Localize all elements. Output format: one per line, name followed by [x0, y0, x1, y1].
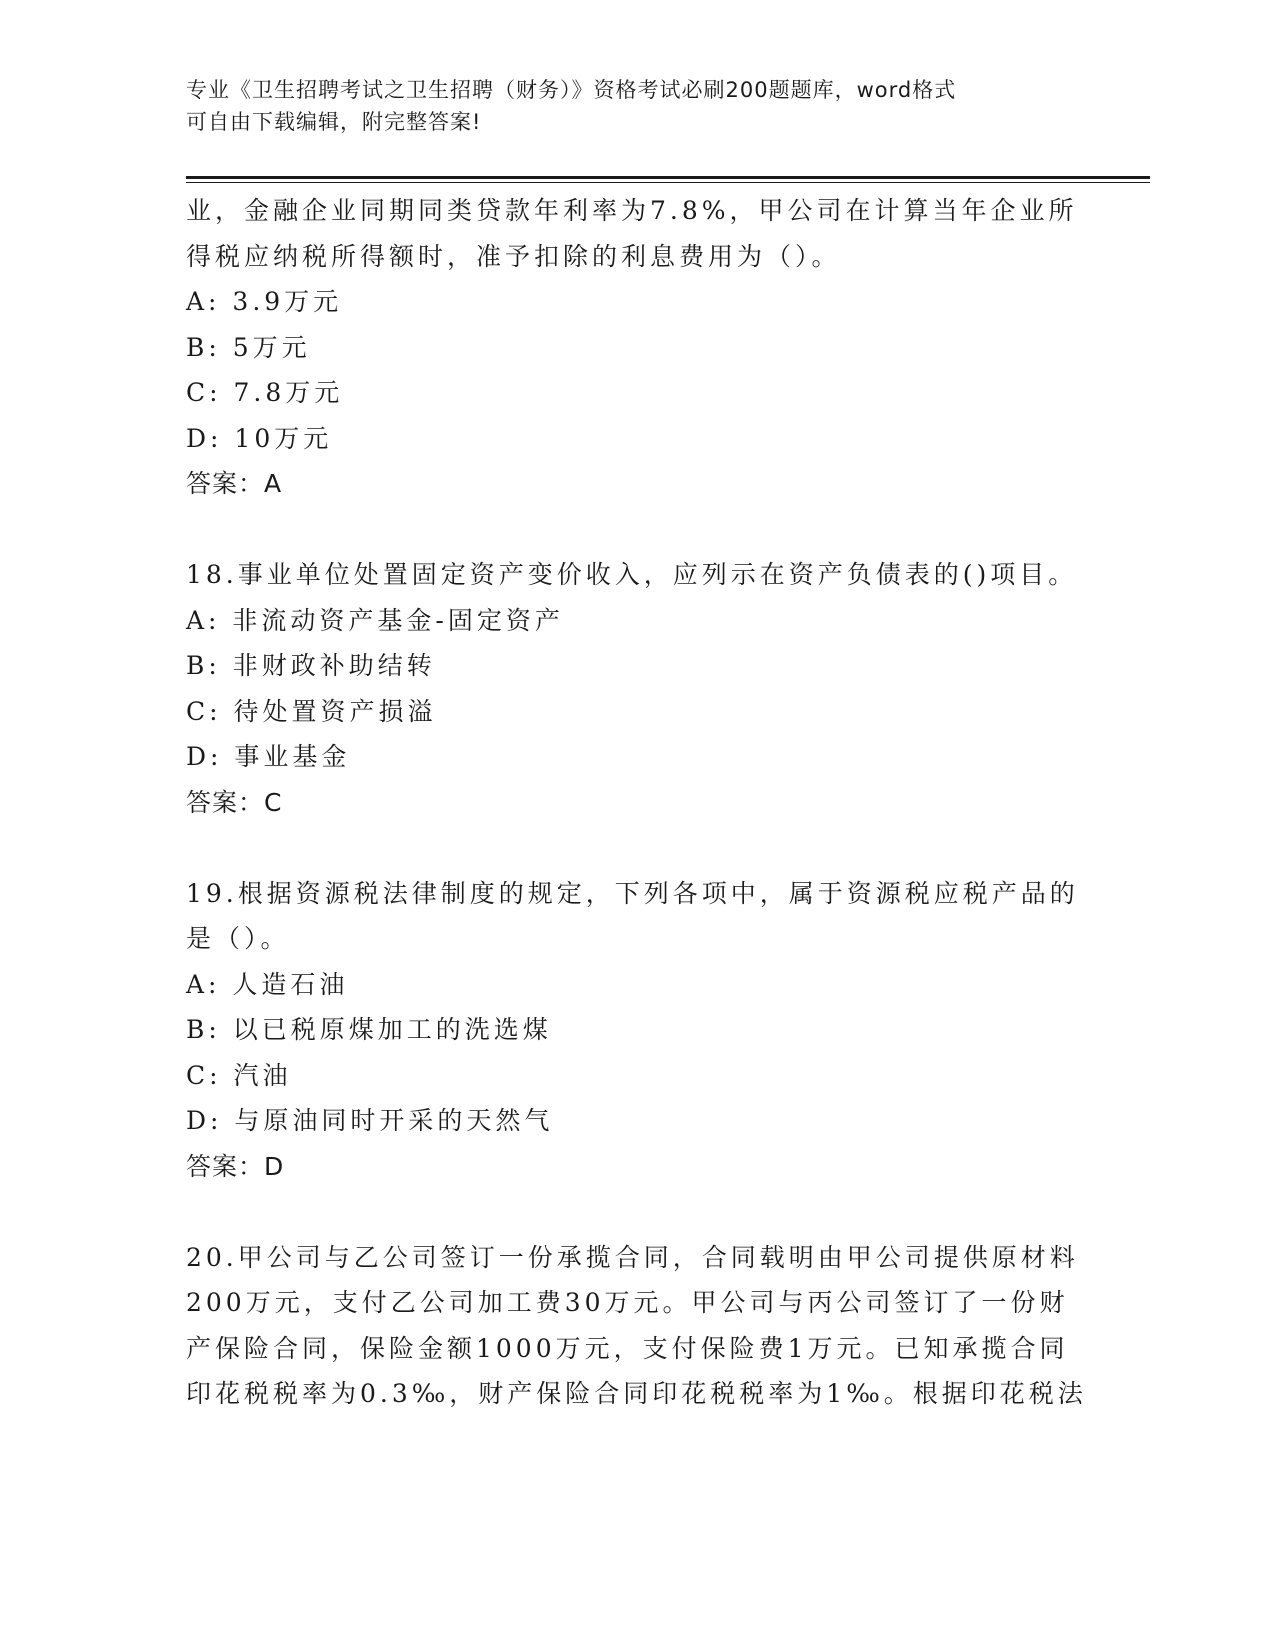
option-d: D: 事业基金	[186, 742, 351, 771]
question-spacer	[186, 825, 1086, 871]
question-stem-line: 18.事业单位处置固定资产变价收入，应列示在资产负债表的()项目。	[186, 560, 1078, 589]
option-d: D: 与原油同时开采的天然气	[186, 1106, 554, 1135]
option-d: D: 10万元	[186, 423, 333, 453]
answer-line: 答案：C	[186, 787, 283, 817]
question-stem-line: 印花税税率为0.3‰，财产保险合同印花税税率为1‰。根据印花税法	[186, 1379, 1087, 1408]
question-stem-line: 19.根据资源税法律制度的规定，下列各项中，属于资源税应税产品的	[186, 878, 1079, 908]
option-c: C: 待处置资产损溢	[186, 696, 437, 726]
question-19	[186, 871, 1086, 1190]
question-stem-line: 业，金融企业同期同类贷款年利率为7.8%，甲公司在计算当年企业所	[186, 196, 1078, 225]
header-title-line-1: 专业《卫生招聘考试之卫生招聘（财务）》资格考试必刷200题题库，word格式	[186, 78, 957, 102]
header-rule-thin	[186, 182, 1150, 183]
option-c: C: 汽油	[186, 1060, 292, 1090]
question-spacer	[186, 1189, 1086, 1235]
option-b: B: 5万元	[186, 332, 311, 362]
question-content	[186, 188, 1086, 1417]
answer-line: 答案：A	[186, 469, 283, 498]
question-spacer	[186, 507, 1086, 553]
option-b: B: 以已税原煤加工的洗选煤	[186, 1015, 552, 1044]
page-header	[186, 74, 1086, 138]
question-20	[186, 1235, 1086, 1417]
option-c: C: 7.8万元	[186, 378, 344, 407]
option-a: A: 3.9万元	[186, 287, 343, 316]
question-stem-line: 200万元，支付乙公司加工费30万元。甲公司与丙公司签订了一份财	[186, 1288, 1069, 1317]
header-title-line-2: 可自由下载编辑，附完整答案!	[186, 110, 482, 134]
answer-line: 答案：D	[186, 1151, 285, 1181]
question-stem-line: 是（）。	[186, 924, 290, 953]
option-a: A: 非流动资产基金-固定资产	[186, 605, 564, 635]
question-stem-line: 产保险合同，保险金额1000万元，支付保险费1万元。已知承揽合同	[186, 1333, 1069, 1363]
option-a: A: 人造石油	[186, 969, 349, 999]
question-stem-line: 20.甲公司与乙公司签订一份承揽合同，合同载明由甲公司提供原材料	[186, 1242, 1079, 1272]
question-17	[186, 188, 1086, 507]
question-18	[186, 552, 1086, 825]
option-b: B: 非财政补助结转	[186, 651, 436, 680]
header-rule-thick	[186, 176, 1150, 179]
question-stem-line: 得税应纳税所得额时，准予扣除的利息费用为（）。	[186, 241, 841, 271]
